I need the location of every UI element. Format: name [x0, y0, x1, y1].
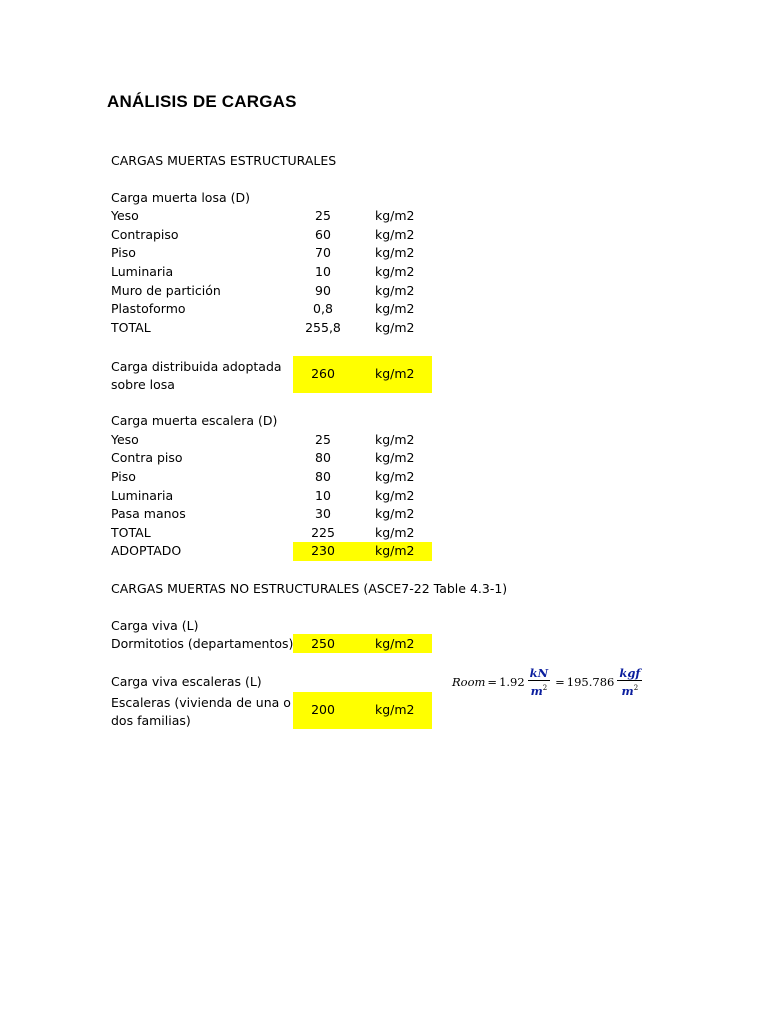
formula-variable: Room — [452, 675, 486, 689]
item-value: 30 — [315, 506, 331, 521]
section-label: CARGAS MUERTAS NO ESTRUCTURALES (ASCE7-22 Table 4.3-1) — [111, 581, 508, 596]
viva-esc-unit: kg/m2 — [375, 702, 415, 717]
adopted-label — [111, 358, 282, 394]
viva-esc-heading-label: Carga viva escaleras (L) — [111, 674, 262, 689]
item-value: 0,8 — [313, 301, 333, 316]
losa-heading-label: Carga muerta losa (D) — [111, 190, 250, 205]
viva-esc-label — [111, 694, 291, 730]
item-value: 70 — [315, 245, 331, 260]
item-label: Yeso — [111, 208, 139, 223]
formula-unit-2-num: kgf — [619, 666, 641, 681]
item-label: Piso — [111, 469, 136, 484]
section-label: CARGAS MUERTAS ESTRUCTURALES — [111, 153, 337, 168]
adopted-unit: kg/m2 — [375, 543, 415, 558]
formula-unit-1-den — [531, 681, 548, 698]
item-label: Luminaria — [111, 488, 174, 503]
formula-unit-1 — [528, 666, 550, 698]
item-unit: kg/m2 — [375, 227, 415, 242]
item-value: 60 — [315, 227, 331, 242]
escalera-heading-label: Carga muerta escalera (D) — [111, 413, 278, 428]
item-value: 255,8 — [305, 320, 341, 335]
item-value: 80 — [315, 450, 331, 465]
item-label: Contrapiso — [111, 227, 179, 242]
viva-esc-value: 200 — [311, 702, 335, 717]
item-unit: kg/m2 — [375, 320, 415, 335]
item-value: 225 — [311, 525, 335, 540]
item-unit: kg/m2 — [375, 283, 415, 298]
item-label: Piso — [111, 245, 136, 260]
item-unit: kg/m2 — [375, 506, 415, 521]
item-value: 80 — [315, 469, 331, 484]
formula-value-2: 195.786 — [566, 675, 615, 689]
item-label: Plastoformo — [111, 301, 186, 316]
item-label: TOTAL — [111, 320, 151, 335]
item-label: Yeso — [111, 432, 139, 447]
item-label: Pasa manos — [111, 506, 186, 521]
adopted-value: 260 — [311, 366, 335, 381]
formula-unit-2-exp: 2 — [633, 684, 639, 693]
formula-unit-1-exp: 2 — [542, 684, 548, 693]
item-value: 25 — [315, 208, 331, 223]
item-unit: kg/m2 — [375, 432, 415, 447]
item-value: 10 — [315, 488, 331, 503]
item-label: Contra piso — [111, 450, 183, 465]
viva-value: 250 — [311, 636, 335, 651]
item-label: TOTAL — [111, 525, 151, 540]
adopted-label-line1: Carga distribuida adoptada — [111, 359, 282, 374]
item-unit: kg/m2 — [375, 245, 415, 260]
formula-unit-1-den-base: m — [530, 683, 543, 698]
viva-label: Dormitotios (departamentos) — [111, 636, 294, 651]
viva-esc-label-line1: Escaleras (vivienda de una o — [111, 695, 291, 710]
formula-value-1: 1.92 — [499, 675, 525, 689]
item-label: Muro de partición — [111, 283, 221, 298]
item-value: 90 — [315, 283, 331, 298]
item-unit: kg/m2 — [375, 525, 415, 540]
viva-heading-label: Carga viva (L) — [111, 618, 199, 633]
formula-unit-2-den-base: m — [621, 683, 634, 698]
viva-unit: kg/m2 — [375, 636, 415, 651]
item-unit: kg/m2 — [375, 264, 415, 279]
page-title: ANÁLISIS DE CARGAS — [107, 92, 297, 111]
item-unit: kg/m2 — [375, 488, 415, 503]
unit-conversion-formula — [452, 664, 645, 700]
item-unit: kg/m2 — [375, 301, 415, 316]
formula-unit-2-den — [622, 681, 639, 698]
formula-unit-2 — [617, 666, 642, 698]
formula-equals: = — [487, 675, 498, 689]
adopted-unit: kg/m2 — [375, 366, 415, 381]
item-unit: kg/m2 — [375, 208, 415, 223]
adopted-label: ADOPTADO — [111, 543, 182, 558]
item-label: Luminaria — [111, 264, 174, 279]
adopted-label-line2: sobre losa — [111, 377, 175, 392]
adopted-value: 230 — [311, 543, 335, 558]
formula-unit-1-num: kN — [529, 666, 549, 681]
item-unit: kg/m2 — [375, 450, 415, 465]
item-value: 10 — [315, 264, 331, 279]
formula-equals-2: = — [555, 675, 565, 689]
item-value: 25 — [315, 432, 331, 447]
viva-esc-label-line2: dos familias) — [111, 713, 191, 728]
item-unit: kg/m2 — [375, 469, 415, 484]
